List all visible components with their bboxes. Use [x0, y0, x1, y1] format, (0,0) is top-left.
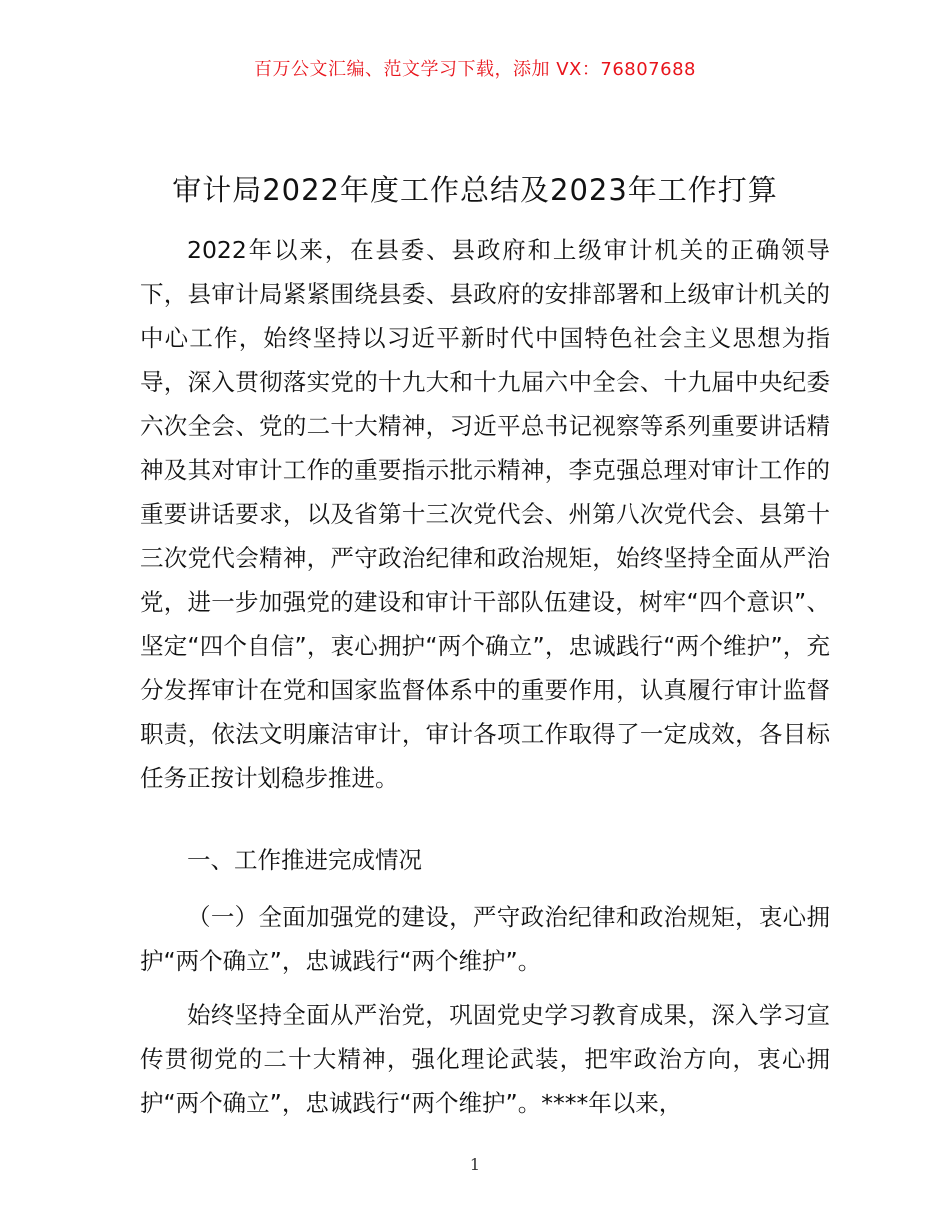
document-title: 审计局2022年度工作总结及2023年工作打算: [172, 173, 778, 207]
intro-paragraph-block: [140, 228, 830, 800]
body-paragraph: 始终坚持全面从严治党，巩固党史学习教育成果，深入学习宣传贯彻党的二十大精神，强化理论武装，把牢政治方向，衷心拥护“两个确立”，忠诚践行“两个维护”。****年以来，: [140, 1001, 830, 1117]
section-heading-block: [140, 838, 830, 882]
section-heading: 一、工作推进完成情况: [187, 846, 422, 874]
intro-paragraph: 2022年以来，在县委、县政府和上级审计机关的正确领导下，县审计局紧紧围绕县委、县政府的安排部署和上级审计机关的中心工作，始终坚持以习近平新时代中国特色社会主义思想为指导，深入贯彻落实党的十九大和十九届六中全会、十九届中央纪委六次全会、党的二十大精神，习近平总书记视察等系列重要讲话精神及其对审计工作的重要指示批示精神，李克强总理对审计工作的重要讲话要求，以及省第十三次党代会、州第八次党代会、县第十三次党代会精神，严守政治纪律和政治规矩，始终坚持全面从严治党，进一步加强党的建设和审计干部队伍建设，树牢“四个意识”、坚定“四个自信”，衷心拥护“两个确立”，忠诚践行“两个维护”，充分发挥审计在党和国家监督体系中的重要作用，认真履行审计监督职责，依法文明廉洁审计，审计各项工作取得了一定成效，各目标任务正按计划稳步推进。: [140, 236, 830, 792]
subsection-heading: （一）全面加强党的建设，严守政治纪律和政治规矩，衷心拥护“两个确立”，忠诚践行“两个维护”。: [140, 903, 830, 975]
subsection-heading-block: [140, 895, 830, 983]
body-paragraph-block: [140, 993, 830, 1125]
page-number: 1: [469, 1155, 481, 1174]
header-banner: 百万公文汇编、范文学习下载，添加 VX：76807688: [254, 59, 696, 80]
